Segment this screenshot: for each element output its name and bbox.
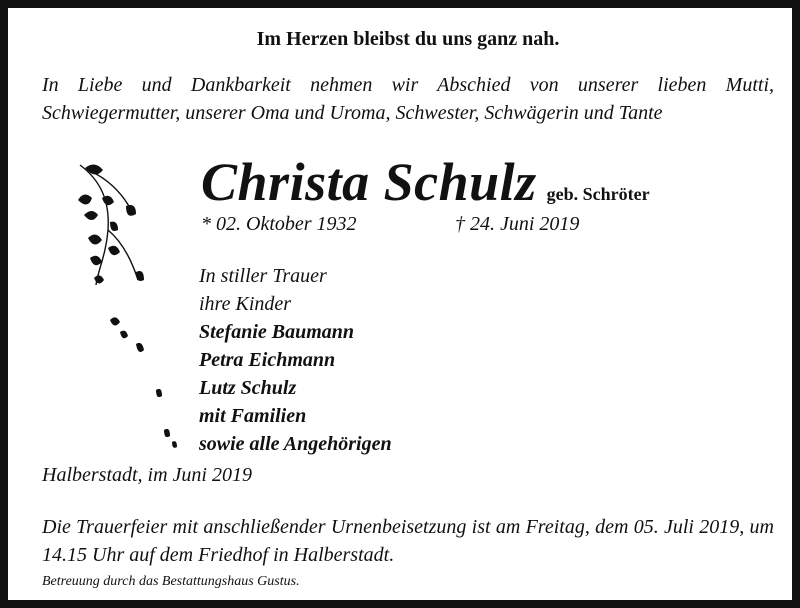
deceased-name: Christa Schulz <box>201 152 537 212</box>
intro-text: In Liebe und Dankbarkeit nehmen wir Abschied von unserer lieben Mutti, Schwiegermutter, unserer Oma und Uroma, Schwester, Schwägerin und Tante <box>42 74 774 124</box>
headline: Im Herzen bleibst du uns ganz nah. <box>256 28 560 50</box>
undertaker-note: Betreuung durch das Bestattungshaus Gustus. <box>42 574 300 589</box>
maiden-name: geb. Schröter <box>546 184 650 204</box>
death-date: † 24. Juni 2019 <box>455 213 580 235</box>
funeral-notice: Die Trauerfeier mit anschließender Urnenbeisetzung ist am Freitag, dem 05. Juli 2019, um 14.15 Uhr auf dem Friedhof in Halberstadt. <box>42 516 774 566</box>
mourner-name: Stefanie Baumann <box>199 321 355 343</box>
life-dates <box>201 213 580 236</box>
name-line <box>201 151 650 213</box>
mourner-name: Petra Eichmann <box>199 349 336 371</box>
mourners-intro: In stiller Trauer <box>199 265 327 287</box>
mourners-children-label: ihre Kinder <box>199 293 292 315</box>
place-date: Halberstadt, im Juni 2019 <box>42 464 252 486</box>
mourners-block <box>199 262 392 458</box>
mourner-families: mit Familien <box>199 405 307 427</box>
birch-branch-icon <box>60 160 185 460</box>
birth-date: * 02. Oktober 1932 <box>201 213 357 235</box>
mourner-relatives: sowie alle Angehörigen <box>199 433 392 455</box>
mourner-name: Lutz Schulz <box>199 377 297 399</box>
